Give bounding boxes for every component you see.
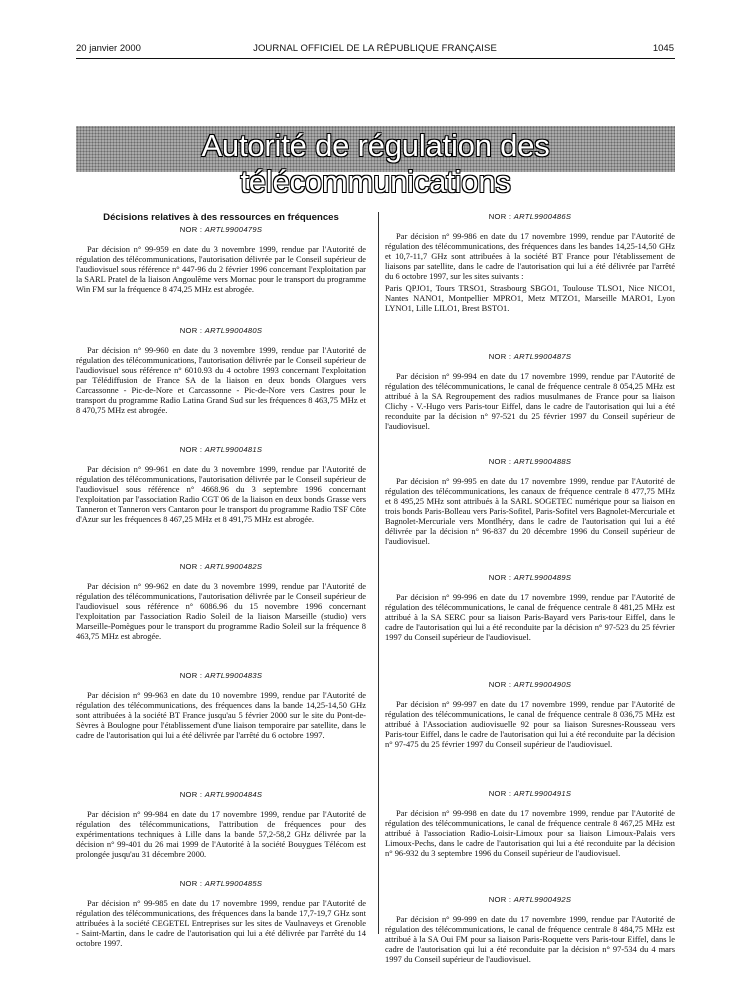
column-divider <box>378 212 379 934</box>
site-list: Paris QPJO1, Tours TRSO1, Strasbourg SBGO1, Toulouse TLSO1, Nice NICO1, Nantes NANO1, Montpellier MPRO1, Metz MTZO1, Marseille MARO1, Lyon LYNO1, Lille LILO1, Brest BSTO1. <box>385 283 675 314</box>
decision-text: Par décision n° 99-962 en date du 3 novembre 1999, rendue par l'Autorité de régulation des télécommunications, l'autorisation délivrée par le Conseil supérieur de l'audiovisuel sous référence n° 6086.96 du 15 novembre 1996 concernant l'exploitation par l'association Radio Soleil de la liaison Marseille (studio) vers Marseille-Pomègues pour le transport du programme Radio Soleil sur la fréquence 8 463,75 MHz est abrogée. <box>76 581 366 642</box>
decision-text: Par décision n° 99-996 en date du 17 novembre 1999, rendue par l'Autorité de régulation des télécommunications, le canal de fréquence centrale 8 481,25 MHz est attribué à la SA SERC pour sa liaison Paris-Bayard vers Paris-tour Eiffel, dans le cadre de l'autorisation qui lui a été reconduite par la décision n° 97-523 du 25 février 1997 du Conseil supérieur de l'audiovisuel. <box>385 592 675 643</box>
decision-text: Par décision n° 99-985 en date du 17 novembre 1999, rendue par l'Autorité de régulation des télécommunications, des fréquences dans la bande 17,7-19,7 GHz sont attribuées à la société CEGETEL Entreprises sur les sites de Vaulnaveys et Grenoble - Saint-Martin, dans le cadre de l'autorisation qui lui a été délivrée par l'arrêté du 14 octobre 1997. <box>76 898 366 949</box>
decision-text: Par décision n° 99-986 en date du 17 novembre 1999, rendue par l'Autorité de régulation des télécommunications, des fréquences dans les bandes 14,25-14,50 GHz et 10,7-11,7 GHz sont attribuées à la société BT France pour l'établissement de liaisons par satellite, dans le cadre de l'autorisation qui lui a été délivrée par l'arrêté du 6 octobre 1997, sur les sites suivants : <box>385 231 675 282</box>
nor-reference: NOR : ARTL9900491S <box>488 789 572 798</box>
decision-text: Par décision n° 99-961 en date du 3 novembre 1999, rendue par l'Autorité de régulation des télécommunications, l'autorisation délivrée par le Conseil supérieur de l'audiovisuel sous référence n° 4668.96 du 3 septembre 1996 concernant l'exploitation par l'association Radio CGT 06 de la liaison en deux bonds Grasse vers Tanneron et Tanneron vers Cantaron pour le transport du programme Radio TSF Côte d'Azur sur les fréquences 8 467,25 MHz et 8 491,75 MHz est abrogée. <box>76 464 366 525</box>
nor-reference: NOR : ARTL9900489S <box>488 573 572 582</box>
decision-block <box>76 445 366 524</box>
decision-block <box>76 326 366 415</box>
nor-reference: NOR : ARTL9900479S <box>179 225 263 234</box>
decision-text: Par décision n° 99-963 en date du 10 novembre 1999, rendue par l'Autorité de régulation des télécommunications, des fréquences dans la bande 14,25-14,50 GHz sont attribuées à la société BT France jusqu'au 5 février 2000 sur le site du Pont-de-Sèvres à Boulogne pour l'établissement d'une liaison temporaire par satellite, dans le cadre de l'autorisation qui lui a été délivrée par l'arrêté du 6 octobre 1997. <box>76 690 366 741</box>
decision-text: Par décision n° 99-984 en date du 17 novembre 1999, rendue par l'Autorité de régulation des télécommunications, l'attribution de fréquences pour des expérimentations techniques à Lille dans la bande 57,2-58,2 GHz délivrée par la décision n° 99-401 du 26 mai 1999 de l'Autorité à la société Bouygues Télécom est prolongée jusqu'au 31 décembre 2000. <box>76 809 366 860</box>
decision-block <box>76 671 366 740</box>
header-date: 20 janvier 2000 <box>76 43 141 54</box>
nor-reference: NOR : ARTL9900487S <box>488 352 572 361</box>
nor-reference: NOR : ARTL9900486S <box>488 212 572 221</box>
decision-block <box>385 680 675 749</box>
decision-text: Par décision n° 99-998 en date du 17 novembre 1999, rendue par l'Autorité de régulation des télécommunications, le canal de fréquence centrale 8 467,25 MHz est attribué à l'association Radio-Loisir-Limoux pour sa liaison Limoux-Palais vers Limoux-Pechs, dans le cadre de l'autorisation qui lui a été reconduite par la décision n° 96-932 du 3 septembre 1996 du Conseil supérieur de l'audiovisuel. <box>385 808 675 859</box>
decision-block <box>76 562 366 641</box>
section-banner <box>76 126 675 199</box>
decision-block <box>385 573 675 642</box>
nor-reference: NOR : ARTL9900484S <box>179 790 263 799</box>
decision-text: Par décision n° 99-994 en date du 17 novembre 1999, rendue par l'Autorité de régulation des télécommunications, le canal de fréquence centrale 8 054,25 MHz est attribué à la SA Regroupement des radios musulmanes de France pour sa liaison Clichy - V.-Hugo vers Paris-tour Eiffel, dans le cadre de l'autorisation qui lui a été reconduite par la décision n° 97-521 du 25 février 1997 du Conseil supérieur de l'audiovisuel. <box>385 371 675 432</box>
nor-reference: NOR : ARTL9900480S <box>179 326 263 335</box>
running-header <box>76 43 674 55</box>
decision-text: Par décision n° 99-959 en date du 3 novembre 1999, rendue par l'Autorité de régulation des télécommunications, l'autorisation délivrée par le Conseil supérieur de l'audiovisuel sous référence n° 447-96 du 2 février 1996 concernant l'exploitation par la SARL Pratel de la liaison Angoulême vers Mornac pour le transport du programme Win FM sur la fréquence 8 474,25 MHz est abrogée. <box>76 244 366 295</box>
header-rule <box>76 58 675 59</box>
nor-reference: NOR : ARTL9900485S <box>179 879 263 888</box>
header-page-number: 1045 <box>652 43 674 54</box>
decision-text: Par décision n° 99-995 en date du 17 novembre 1999, rendue par l'Autorité de régulation des télécommunications, les canaux de fréquence centrale 8 477,75 MHz et 8 495,25 MHz sont attribués à la SARL SOGETEC numérique pour sa liaison en trois bonds Paris-Bolleau vers Paris-Sofitel, Paris-Sofitel vers Bagnolet-Mercuriale et Bagnolet-Mercuriale vers Montlhéry, dans le cadre de l'autorisation qui lui a été délivrée par la décision n° 96-837 du 20 décembre 1996 du Conseil supérieur de l'audiovisuel. <box>385 476 675 547</box>
banner-title: Autorité de régulation des télécommunications <box>201 128 550 199</box>
decision-text: Par décision n° 99-999 en date du 17 novembre 1999, rendue par l'Autorité de régulation des télécommunications, le canal de fréquence centrale 8 484,75 MHz est attribué à la SA Oui FM pour sa liaison Paris-Roquette vers Paris-tour Eiffel, dans le cadre de l'autorisation qui lui a été reconduite par la décision n° 97-534 du 4 mars 1997 du Conseil supérieur de l'audiovisuel. <box>385 914 675 965</box>
nor-reference: NOR : ARTL9900481S <box>179 445 263 454</box>
header-journal-title: JOURNAL OFFICIEL DE LA RÉPUBLIQUE FRANÇAISE <box>253 43 497 54</box>
decision-text: Par décision n° 99-997 en date du 17 novembre 1999, rendue par l'Autorité de régulation des télécommunications, le canal de fréquence centrale 8 036,75 MHz est attribué à l'Association audiovisuelle 92 pour sa liaison Suresnes-Rousseau vers Paris-tour Eiffel, dans le cadre de l'autorisation qui lui a été reconduite par la décision n° 97-475 du 25 février 1997 du Conseil supérieur de l'audiovisuel. <box>385 699 675 750</box>
section-title: Décisions relatives à des ressources en fréquences <box>103 212 339 223</box>
decision-block <box>76 790 366 859</box>
nor-reference: NOR : ARTL9900488S <box>488 457 572 466</box>
nor-reference: NOR : ARTL9900490S <box>488 680 572 689</box>
nor-reference: NOR : ARTL9900492S <box>488 895 572 904</box>
decision-block <box>385 895 675 964</box>
decision-block <box>76 879 366 948</box>
nor-reference: NOR : ARTL9900483S <box>179 671 263 680</box>
decision-block <box>385 212 675 313</box>
nor-reference: NOR : ARTL9900482S <box>179 562 263 571</box>
decision-text: Par décision n° 99-960 en date du 3 novembre 1999, rendue par l'Autorité de régulation des télécommunications, l'autorisation délivrée par le Conseil supérieur de l'audiovisuel sous référence n° 6010.93 du 4 octobre 1993 concernant l'exploitation par Télédiffusion de France SA de la liaison en deux bonds Olargues vers Carcassonne - Pic-de-Nore et Carcassonne - Pic-de-Nore vers Castres pour le transport du programme Radio Latina Grand Sud sur les fréquences 8 463,75 MHz et 8 470,75 MHz est abrogée. <box>76 345 366 416</box>
decision-block <box>385 457 675 546</box>
decision-block <box>385 352 675 431</box>
decision-block <box>76 212 366 294</box>
decision-block <box>385 789 675 858</box>
